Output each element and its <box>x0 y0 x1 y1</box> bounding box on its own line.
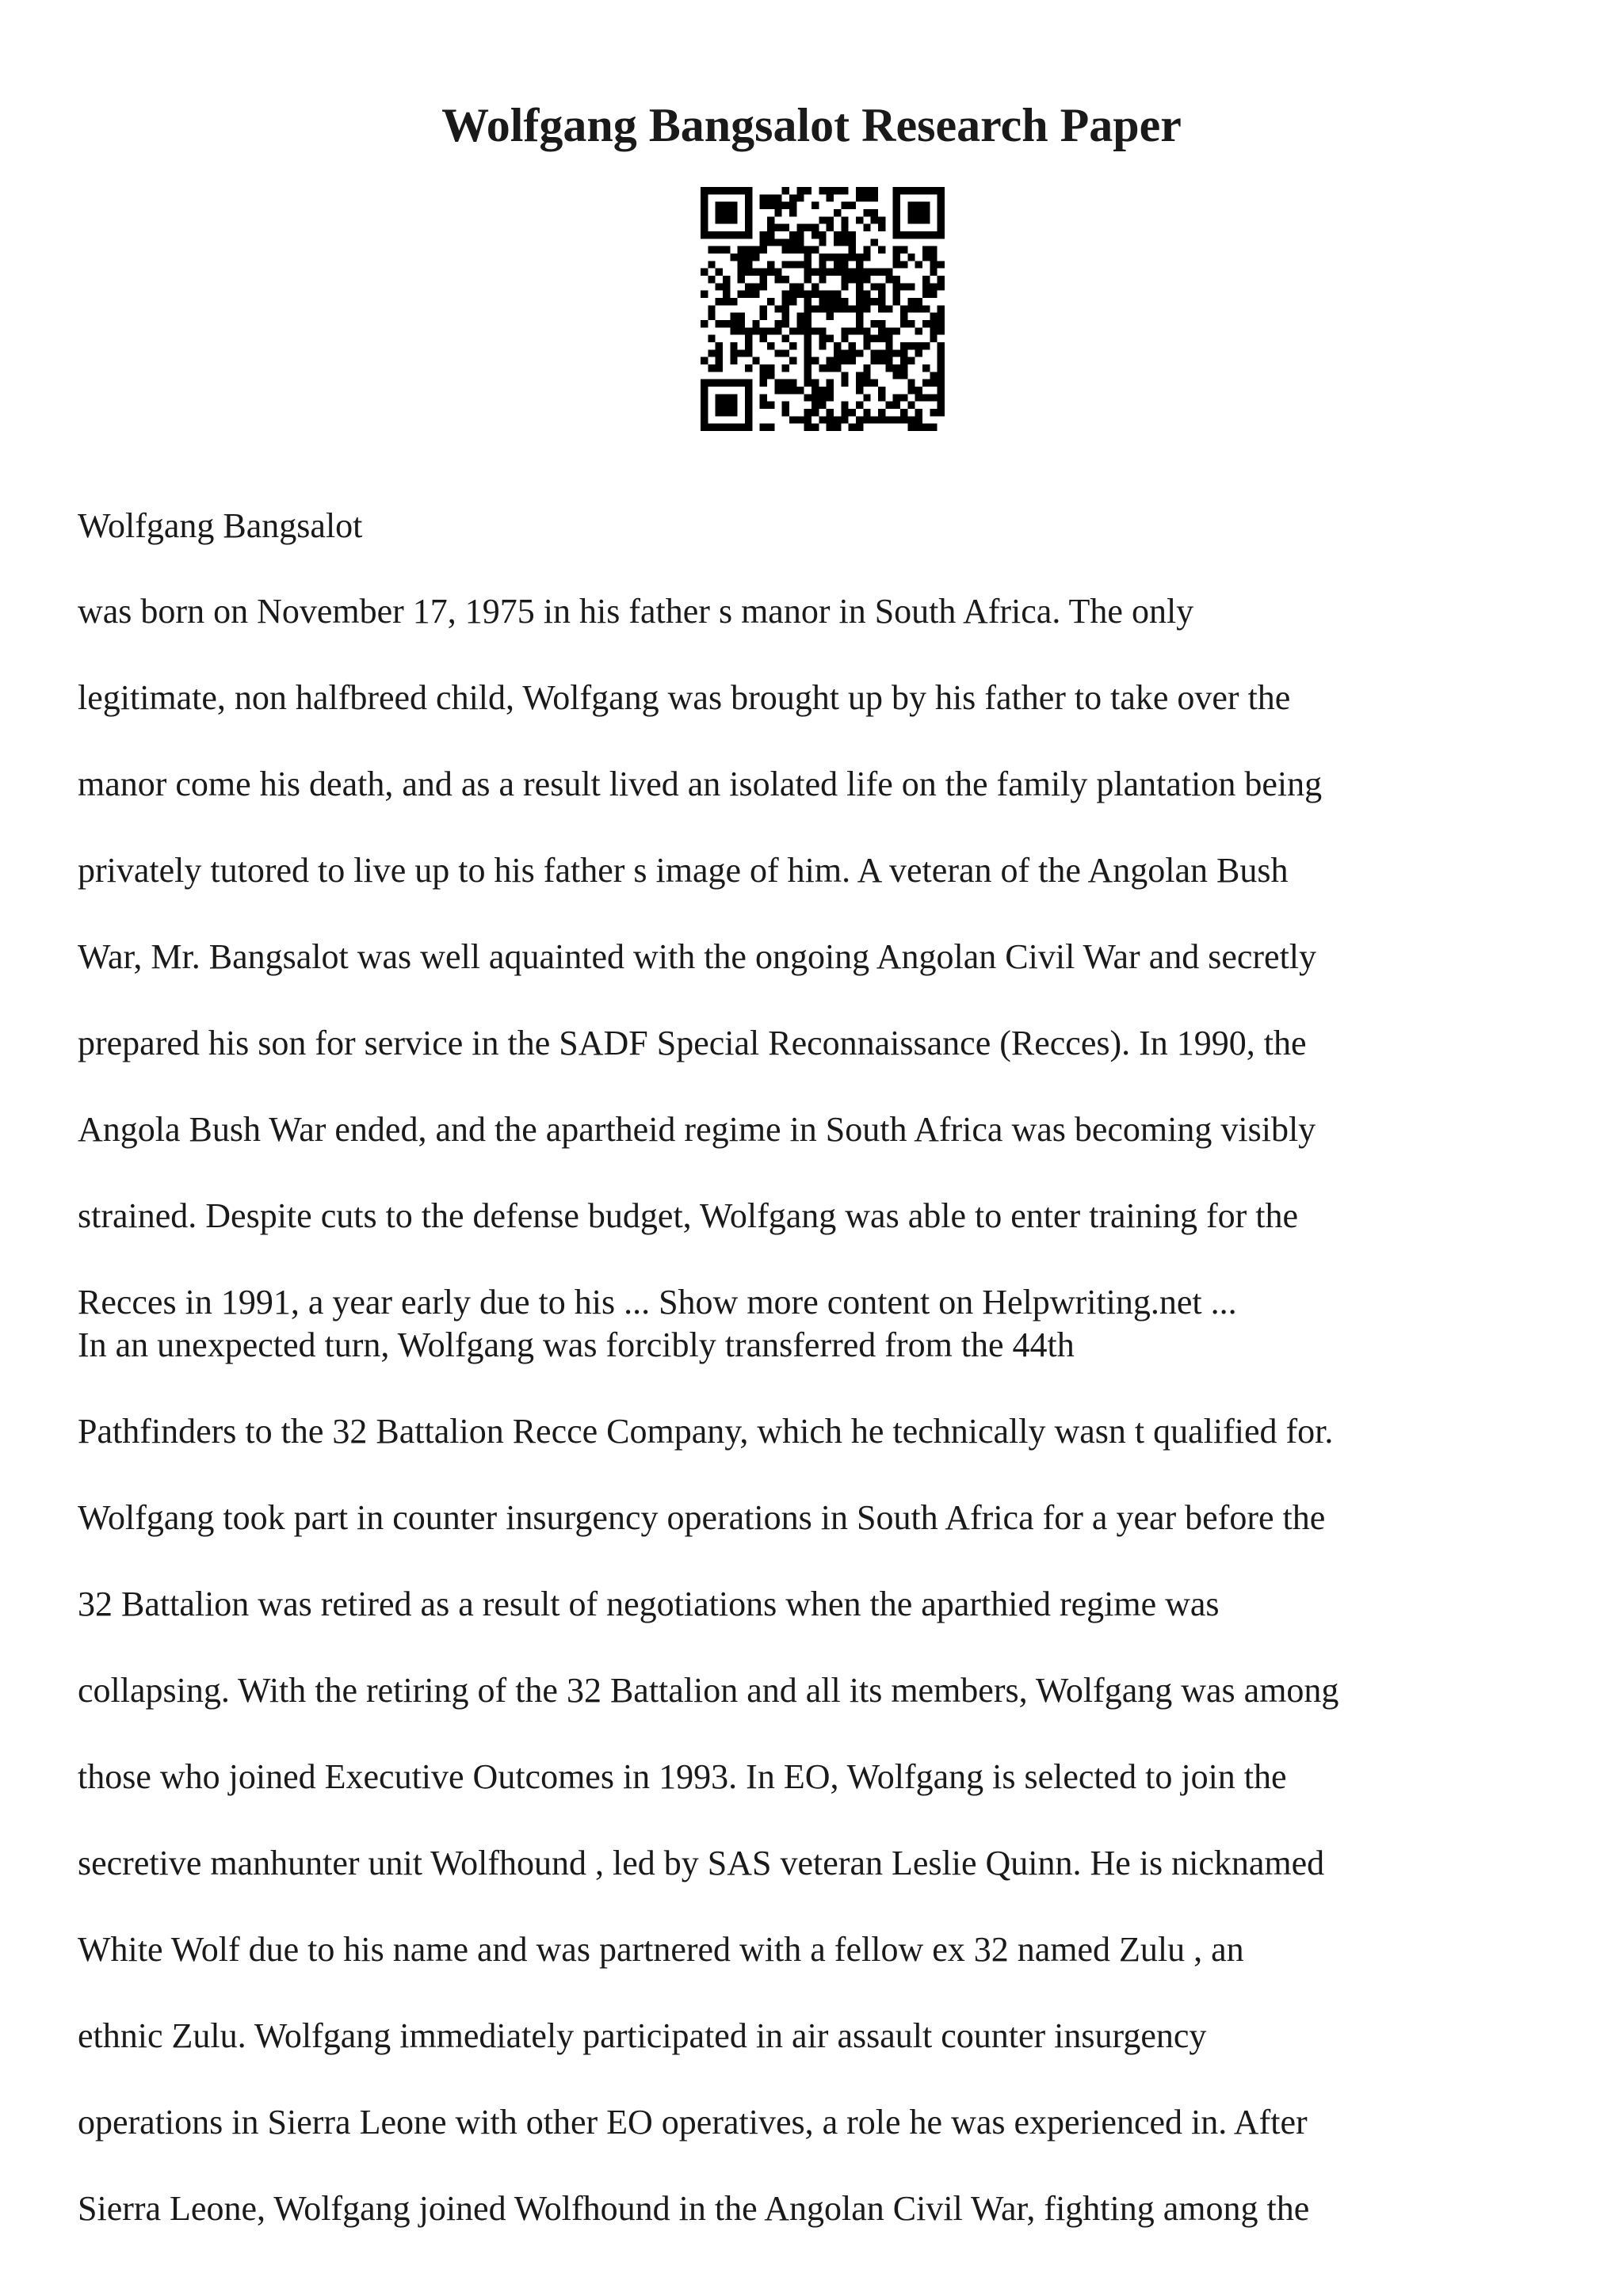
text-line: White Wolf due to his name and was partnered with a fellow ex 32 named Zulu , an <box>78 1930 1244 1969</box>
author-line: Wolfgang Bangsalot <box>78 506 363 545</box>
text-line: privately tutored to live up to his father s image of him. A veteran of the Angolan Bush <box>78 851 1289 890</box>
text-line: strained. Despite cuts to the defense budget, Wolfgang was able to enter training for the <box>78 1196 1299 1235</box>
text-line: was born on November 17, 1975 in his father s manor in South Africa. The only <box>78 592 1194 631</box>
text-line: Wolfgang took part in counter insurgency operations in South Africa for a year before the <box>78 1498 1326 1537</box>
text-line: operations in Sierra Leone with other EO operatives, a role he was experienced in. After <box>78 2103 1308 2142</box>
text-line: 32 Battalion was retired as a result of negotiations when the aparthied regime was <box>78 1585 1220 1623</box>
text-line: Sierra Leone, Wolfgang joined Wolfhound in the Angolan Civil War, fighting among the <box>78 2189 1310 2228</box>
text-line: those who joined Executive Outcomes in 1993. In EO, Wolfgang is selected to join the <box>78 1757 1287 1796</box>
text-line: Angola Bush War ended, and the apartheid regime in South Africa was becoming visibly <box>78 1110 1316 1149</box>
text-line: legitimate, non halfbreed child, Wolfgang was brought up by his father to take over the <box>78 678 1291 717</box>
text-line: In an unexpected turn, Wolfgang was forcibly transferred from the 44th <box>78 1325 1075 1364</box>
text-line: War, Mr. Bangsalot was well aquainted with the ongoing Angolan Civil War and secretly <box>78 937 1317 976</box>
qr-code-icon <box>701 187 945 431</box>
text-line: Pathfinders to the 32 Battalion Recce Company, which he technically wasn t qualified for. <box>78 1412 1334 1451</box>
text-line: secretive manhunter unit Wolfhound , led by SAS veteran Leslie Quinn. He is nicknamed <box>78 1844 1325 1882</box>
text-line: Recces in 1991, a year early due to his ... Show more content on Helpwriting.net ... <box>78 1283 1237 1322</box>
text-line: prepared his son for service in the SADF Special Reconnaissance (Recces). In 1990, the <box>78 1024 1307 1062</box>
text-line: collapsing. With the retiring of the 32 Battalion and all its members, Wolfgang was among <box>78 1671 1339 1710</box>
page-title: Wolfgang Bangsalot Research Paper <box>441 99 1182 151</box>
text-line: ethnic Zulu. Wolfgang immediately participated in air assault counter insurgency <box>78 2016 1207 2055</box>
text-line: manor come his death, and as a result lived an isolated life on the family plantation being <box>78 765 1323 803</box>
